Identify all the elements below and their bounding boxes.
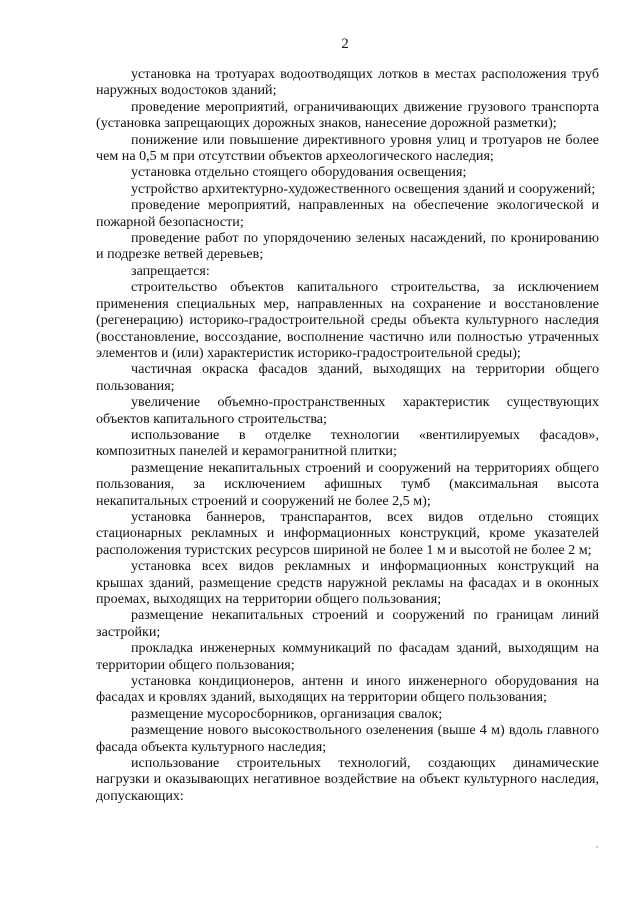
paragraph-air-conditioners: установка кондиционеров, антенн и иного инженерного оборудования на фасадах и кровлях зданий, выходящих на территории общего пользования; (96, 673, 599, 706)
paragraph-tall-greenery: размещение нового высокоствольного озеленения (выше 4 м) вдоль главного фасада объекта культурного наследия; (96, 722, 599, 755)
scan-speck (596, 846, 598, 848)
paragraph-roof-advertising: установка всех видов рекламных и информационных конструкций на крышах зданий, размещение средств наружной рекламы на фасадах и в оконных проемах, выходящих на территории общего пользования; (96, 558, 599, 607)
paragraph-freight-traffic: проведение мероприятий, ограничивающих движение грузового транспорта (установка запрещающих дорожных знаков, нанесение дорожной разметки); (96, 98, 599, 132)
page-number: 2 (341, 36, 349, 52)
paragraph-waste-bins: размещение мусоросборников, организация свалок; (131, 705, 443, 722)
document-body (96, 66, 599, 804)
paragraph-utility-lines: прокладка инженерных коммуникаций по фасадам зданий, выходящим на территории общего пользования; (96, 640, 599, 673)
paragraph-non-capital-structures: размещение некапитальных строений и сооружений на территориях общего пользования, за исключением афишных тумб (максимальная высота некапитальных строений и сооружений не более 2,5 м); (96, 459, 599, 509)
paragraph-banners: установка баннеров, транспарантов, всех видов отдельно стоящих стационарных рекламных и информационных конструкций, кроме указателей расположения туристских ресурсов шириной не более 1 м и высотой не более 2 м; (96, 508, 599, 558)
paragraph-building-lines: размещение некапитальных строений и сооружений по границам линий застройки; (96, 607, 599, 640)
paragraph-facade-painting: частичная окраска фасадов зданий, выходящих на территории общего пользования; (96, 361, 599, 394)
paragraph-volume-increase: увеличение объемно-пространственных характеристик существующих объектов капитального строительства; (96, 394, 599, 427)
paragraph-prohibited-heading: запрещается: (131, 262, 210, 279)
paragraph-lighting-equipment: установка отдельно стоящего оборудования освещения; (131, 164, 467, 181)
paragraph-construction-technologies: использование строительных технологий, создающих динамические нагрузки и оказывающих негативное воздействие на объект культурного наследия, допускающих: (96, 755, 599, 804)
paragraph-street-level: понижение или повышение директивного уровня улиц и тротуаров не более чем на 0,5 м при отсутствии объектов археологического наследия; (96, 131, 599, 165)
paragraph-architectural-lighting: устройство архитектурно-художественного освещения зданий и сооружений; (131, 180, 596, 197)
paragraph-green-spaces: проведение работ по упорядочению зеленых насаждений, по кронированию и подрезке ветвей деревьев; (96, 230, 599, 263)
paragraph-ventilated-facades: использование в отделке технологии «вентилируемых фасадов», композитных панелей и керамогранитной плитки; (96, 426, 599, 460)
paragraph-drainage-trays: установка на тротуарах водоотводящих лотков в местах расположения труб наружных водостоков зданий; (96, 66, 599, 99)
paragraph-ecological-safety: проведение мероприятий, направленных на обеспечение экологической и пожарной безопасности; (96, 197, 599, 230)
paragraph-capital-construction: строительство объектов капитального строительства, за исключением применения специальных мер, направленных на сохранение и восстановление (регенерацию) историко-градостроительной среды объекта культурного наследия (восстановление, воссоздание, восполнение частично или полностью утраченных элементов и (или) характеристик историко-градостроительной среды); (96, 279, 599, 361)
